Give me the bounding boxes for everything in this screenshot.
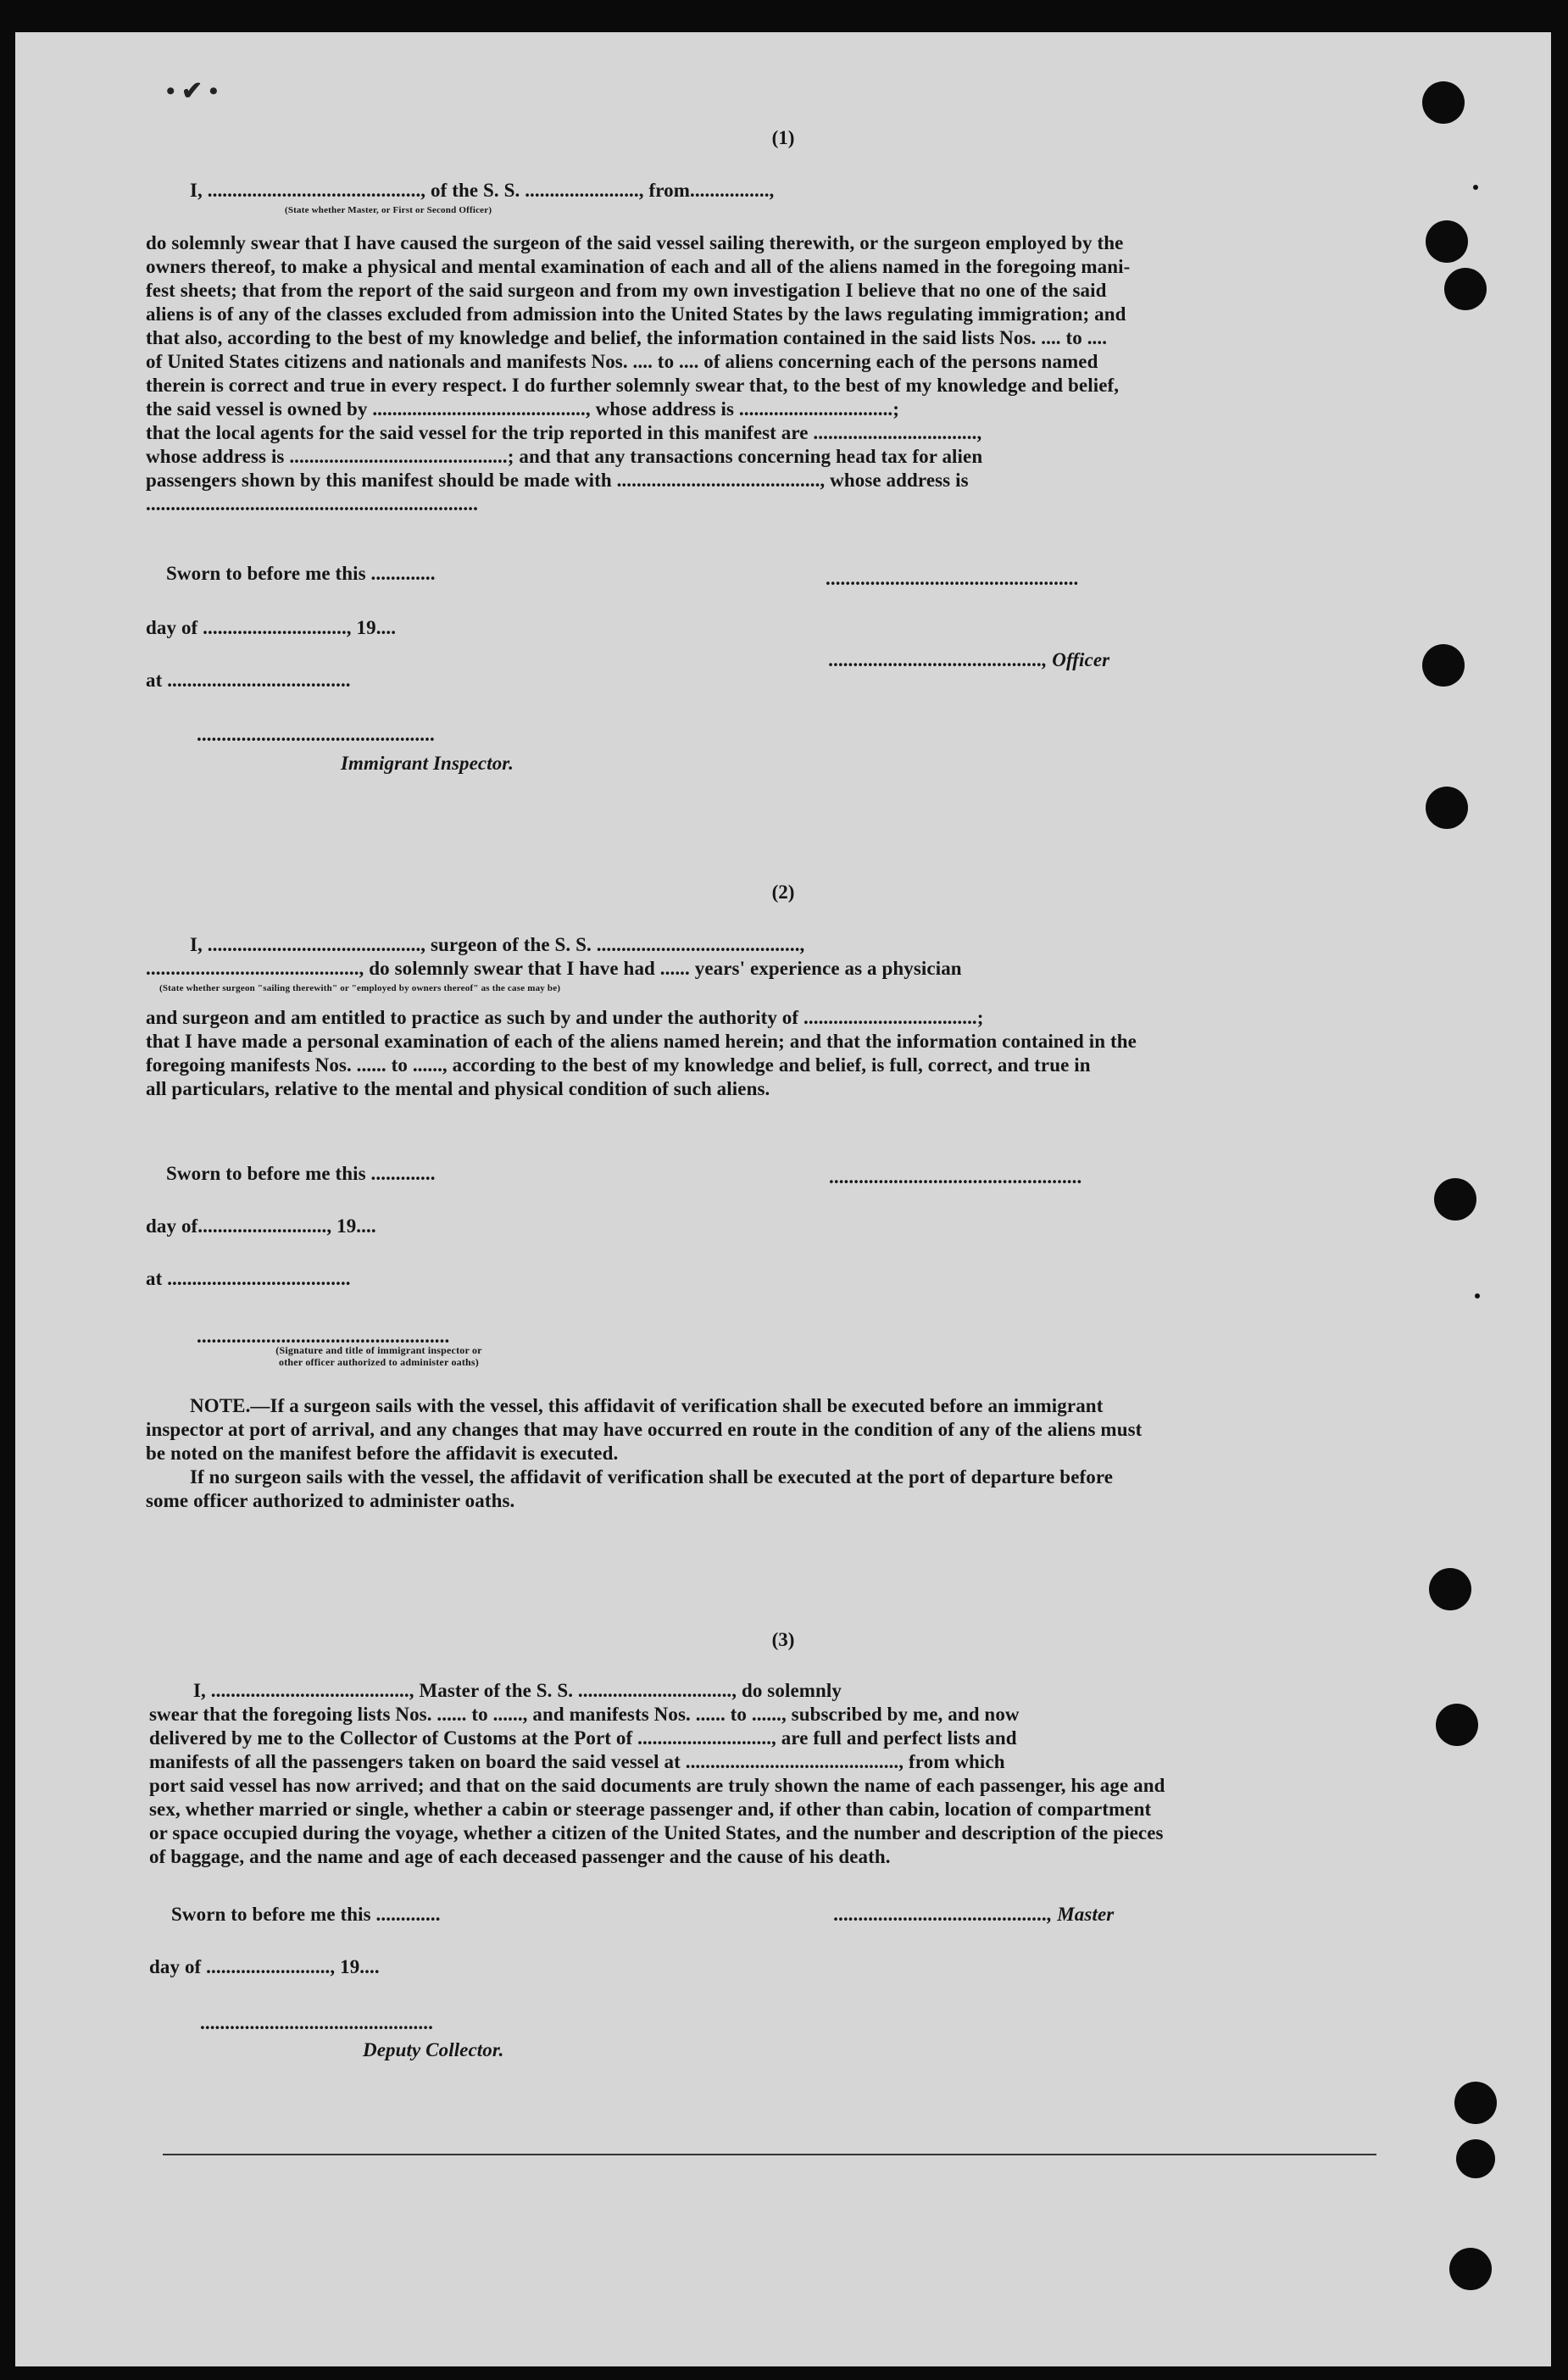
s2-note: NOTE.—If a surgeon sails with the vessel, this affidavit of verification shall be executed before an immigrant [190, 1395, 1104, 1416]
s1-day: day of ............................., 19.... [146, 617, 397, 638]
s1-line: passengers shown by this manifest should be made with ........................................., whose address is [146, 470, 969, 491]
section-2-number: (2) [771, 881, 795, 903]
s2-note: be noted on the manifest before the affidavit is executed. [146, 1443, 619, 1464]
s2-note: inspector at port of arrival, and any changes that may have occurred en route in the condition of any of the aliens must [146, 1419, 1143, 1440]
punch-hole-icon [1426, 220, 1468, 263]
s2-surgeon-caption: (State whether surgeon "sailing therewith" or "employed by owners thereof" as the case may be) [159, 983, 561, 993]
speck-icon [1475, 1293, 1480, 1298]
s1-line: aliens is of any of the classes excluded from admission into the United States by the laws regulating immigration; and [146, 303, 1126, 325]
speck-icon [1473, 185, 1478, 190]
bottom-rule [163, 2154, 1376, 2155]
s1-line: of United States citizens and nationals and manifests Nos. .... to .... of aliens concerning each of the persons named [146, 351, 1098, 372]
s2-line: that I have made a personal examination of each of the aliens named herein; and that the information contained in the [146, 1031, 1137, 1052]
s3-line: delivered by me to the Collector of Customs at the Port of ..........................., are full and perfect lists and [149, 1727, 1017, 1749]
s3-day: day of ........................., 19.... [149, 1956, 380, 1977]
s2-line: and surgeon and am entitled to practice as such by and under the authority of ...................................; [146, 1007, 984, 1028]
punch-hole-icon [1449, 2248, 1492, 2290]
s3-collector-dots: ............................................... [200, 2012, 433, 2033]
s1-sworn: Sworn to before me this ............. [166, 563, 436, 584]
s3-line: port said vessel has now arrived; and that on the said documents are truly shown the name of each passenger, his age and [149, 1775, 1165, 1796]
section-3-number: (3) [771, 1629, 795, 1650]
s1-line: I, ..........................................., of the S. S. ......................., from................, [190, 180, 775, 201]
s3-master: ..........................................., Master [834, 1904, 1115, 1925]
s2-at: at ..................................... [146, 1268, 351, 1289]
s3-line: sex, whether married or single, whether a cabin or steerage passenger and, if other than cabin, location of compartment [149, 1799, 1152, 1820]
s2-note: If no surgeon sails with the vessel, the affidavit of verification shall be executed at the port of departure before [190, 1466, 1114, 1488]
s1-line: fest sheets; that from the report of the said surgeon and from my own investigation I believe that no one of the said [146, 280, 1107, 301]
punch-hole-icon [1422, 81, 1465, 124]
manifest-back-page [15, 32, 1551, 2366]
corner-mark: • ✔ • [166, 77, 219, 105]
s2-note: some officer authorized to administer oaths. [146, 1490, 515, 1511]
s2-signature-dots: ................................................... [829, 1166, 1082, 1187]
s1-line: that also, according to the best of my knowledge and belief, the information contained in the said lists Nos. .... to .... [146, 327, 1108, 348]
s2-sworn: Sworn to before me this ............. [166, 1163, 436, 1184]
punch-hole-icon [1436, 1704, 1478, 1746]
s1-line: therein is correct and true in every respect. I do further solemnly swear that, to the best of my knowledge and belief, [146, 375, 1120, 396]
s1-inspector: Immigrant Inspector. [341, 753, 514, 774]
s1-line: that the local agents for the said vessel for the trip reported in this manifest are ................................., [146, 422, 982, 443]
s3-line: swear that the foregoing lists Nos. ...... to ......, and manifests Nos. ...... to ......, subscribed by me, and now [149, 1704, 1020, 1725]
punch-hole-icon [1456, 2139, 1495, 2178]
s3-line: of baggage, and the name and age of each deceased passenger and the cause of his death. [149, 1846, 891, 1867]
s3-line: or space occupied during the voyage, whether a citizen of the United States, and the number and description of the pieces [149, 1822, 1164, 1843]
s1-signature-dots: ................................................... [826, 568, 1079, 589]
s3-line: I, ........................................, Master of the S. S. ..............................., do solemnly [193, 1680, 842, 1701]
s1-line: owners thereof, to make a physical and mental examination of each and all of the aliens named in the foregoing mani- [146, 256, 1131, 277]
s2-day: day of.........................., 19.... [146, 1215, 376, 1237]
s1-line: ................................................................... [146, 493, 478, 514]
s1-at: at ..................................... [146, 670, 351, 691]
punch-hole-icon [1444, 268, 1487, 310]
s1-line: whose address is ............................................; and that any transactions concerning head tax for alien [146, 446, 983, 467]
s1-inspector-dots: ................................................ [197, 724, 435, 745]
punch-hole-icon [1434, 1178, 1476, 1221]
s3-line: manifests of all the passengers taken on board the said vessel at ..........................................., from which [149, 1751, 1005, 1772]
s2-line: all particulars, relative to the mental and physical condition of such aliens. [146, 1078, 770, 1099]
s1-officer: ..........................................., Officer [829, 649, 1110, 670]
punch-hole-icon [1429, 1568, 1471, 1610]
section-1-number: (1) [771, 127, 795, 148]
s2-sig-caption: (Signature and title of immigrant inspector or [275, 1344, 482, 1356]
s2-inspector-dots: ................................................... [197, 1326, 450, 1347]
s2-sig-caption: other officer authorized to administer oaths) [279, 1356, 479, 1368]
s2-line: I, ..........................................., surgeon of the S. S. ........................................., [190, 934, 805, 955]
punch-hole-icon [1426, 787, 1468, 829]
s3-sworn: Sworn to before me this ............. [171, 1904, 441, 1925]
s1-rank-caption: (State whether Master, or First or Second Officer) [285, 205, 492, 215]
s2-line: ..........................................., do solemnly swear that I have had ...... years' experience as a physician [146, 958, 962, 979]
punch-hole-icon [1422, 644, 1465, 687]
s2-line: foregoing manifests Nos. ...... to ......, according to the best of my knowledge and belief, is full, correct, and true in [146, 1054, 1091, 1076]
s1-line: the said vessel is owned by ..........................................., whose address is ...............................; [146, 398, 900, 420]
punch-hole-icon [1454, 2082, 1497, 2124]
s1-line: do solemnly swear that I have caused the surgeon of the said vessel sailing therewith, or the surgeon employed by the [146, 232, 1124, 253]
s3-collector: Deputy Collector. [363, 2039, 504, 2060]
